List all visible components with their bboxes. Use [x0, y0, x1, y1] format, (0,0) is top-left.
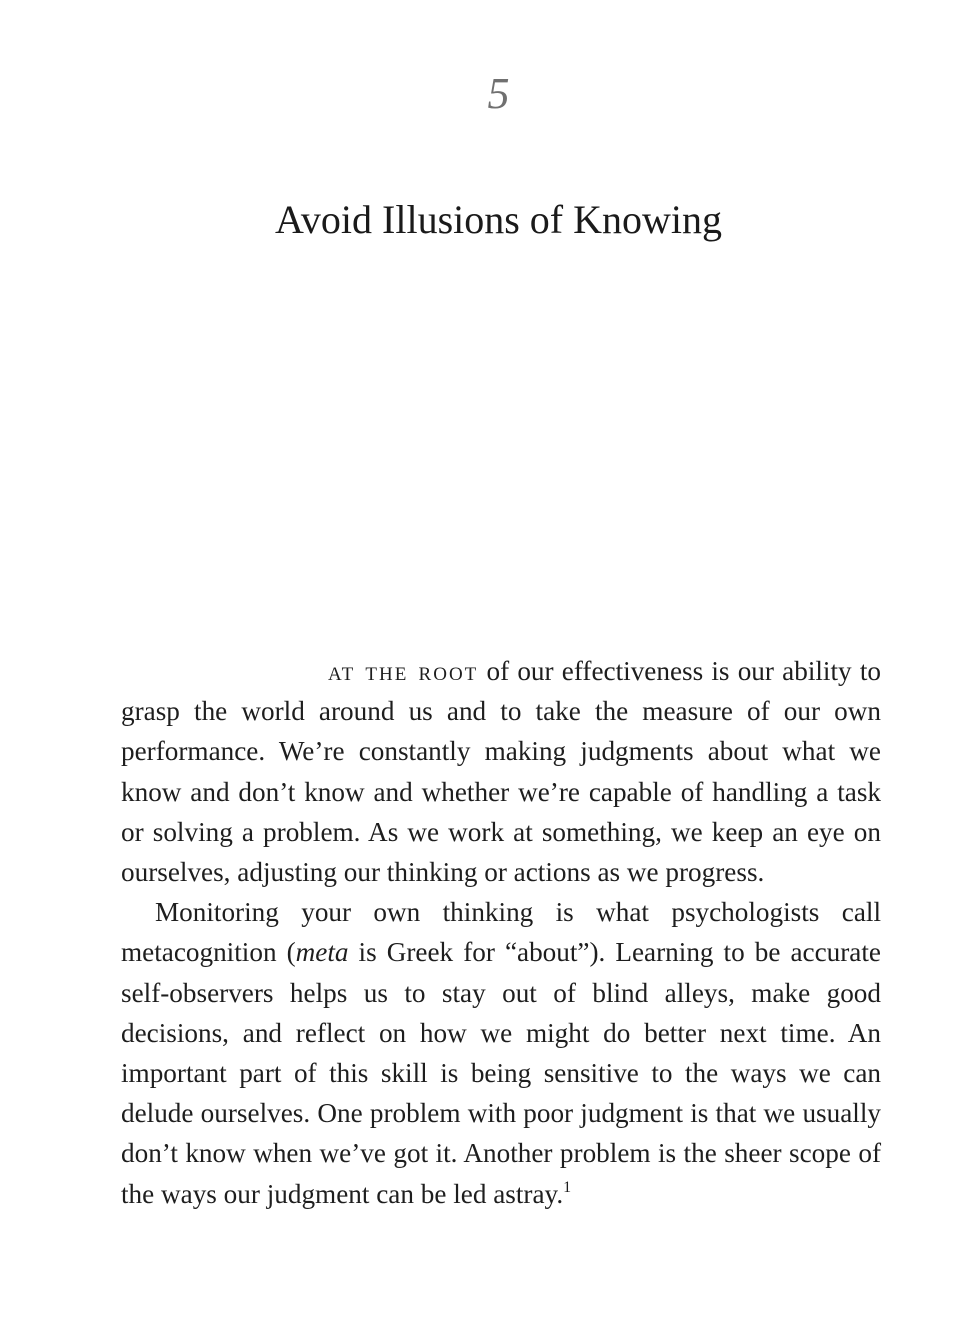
chapter-number: 5	[487, 69, 510, 118]
italic-term: meta	[295, 937, 349, 968]
paragraph-2	[121, 892, 881, 1214]
lead-in-small-caps: at the root	[328, 656, 479, 686]
chapter-title: Avoid Illusions of Knowing	[274, 197, 723, 242]
chapter-body	[121, 651, 881, 1214]
paragraph-1	[121, 651, 881, 892]
paragraph-1-text: of our effectiveness is our ability to grasp the world around us and to take the measure of our own performance. We’re constantly making judgments about what we know and don’t know and whether we’re capable of handling a task or solving a problem. As we work at something, we keep an eye on ourselves, adjusting our thinking or actions as we progress.	[121, 656, 881, 888]
footnote-marker[interactable]: 1	[563, 1178, 572, 1196]
paragraph-2-text-after: is Greek for “about”). Learning to be accurate self-observers helps us to stay out of blind alleys, make good decisions, and reflect on how we might do better next time. An important part of this skill is being sensitive to the ways we can delude ourselves. One problem with poor judgment is that we usually don’t know when we’ve got it. Another problem is the sheer scope of the ways our judgment can be led astray.	[121, 937, 881, 1209]
paragraph-2-text-before: Monitoring your own thinking is what psychologists call metacognition (	[121, 897, 881, 968]
